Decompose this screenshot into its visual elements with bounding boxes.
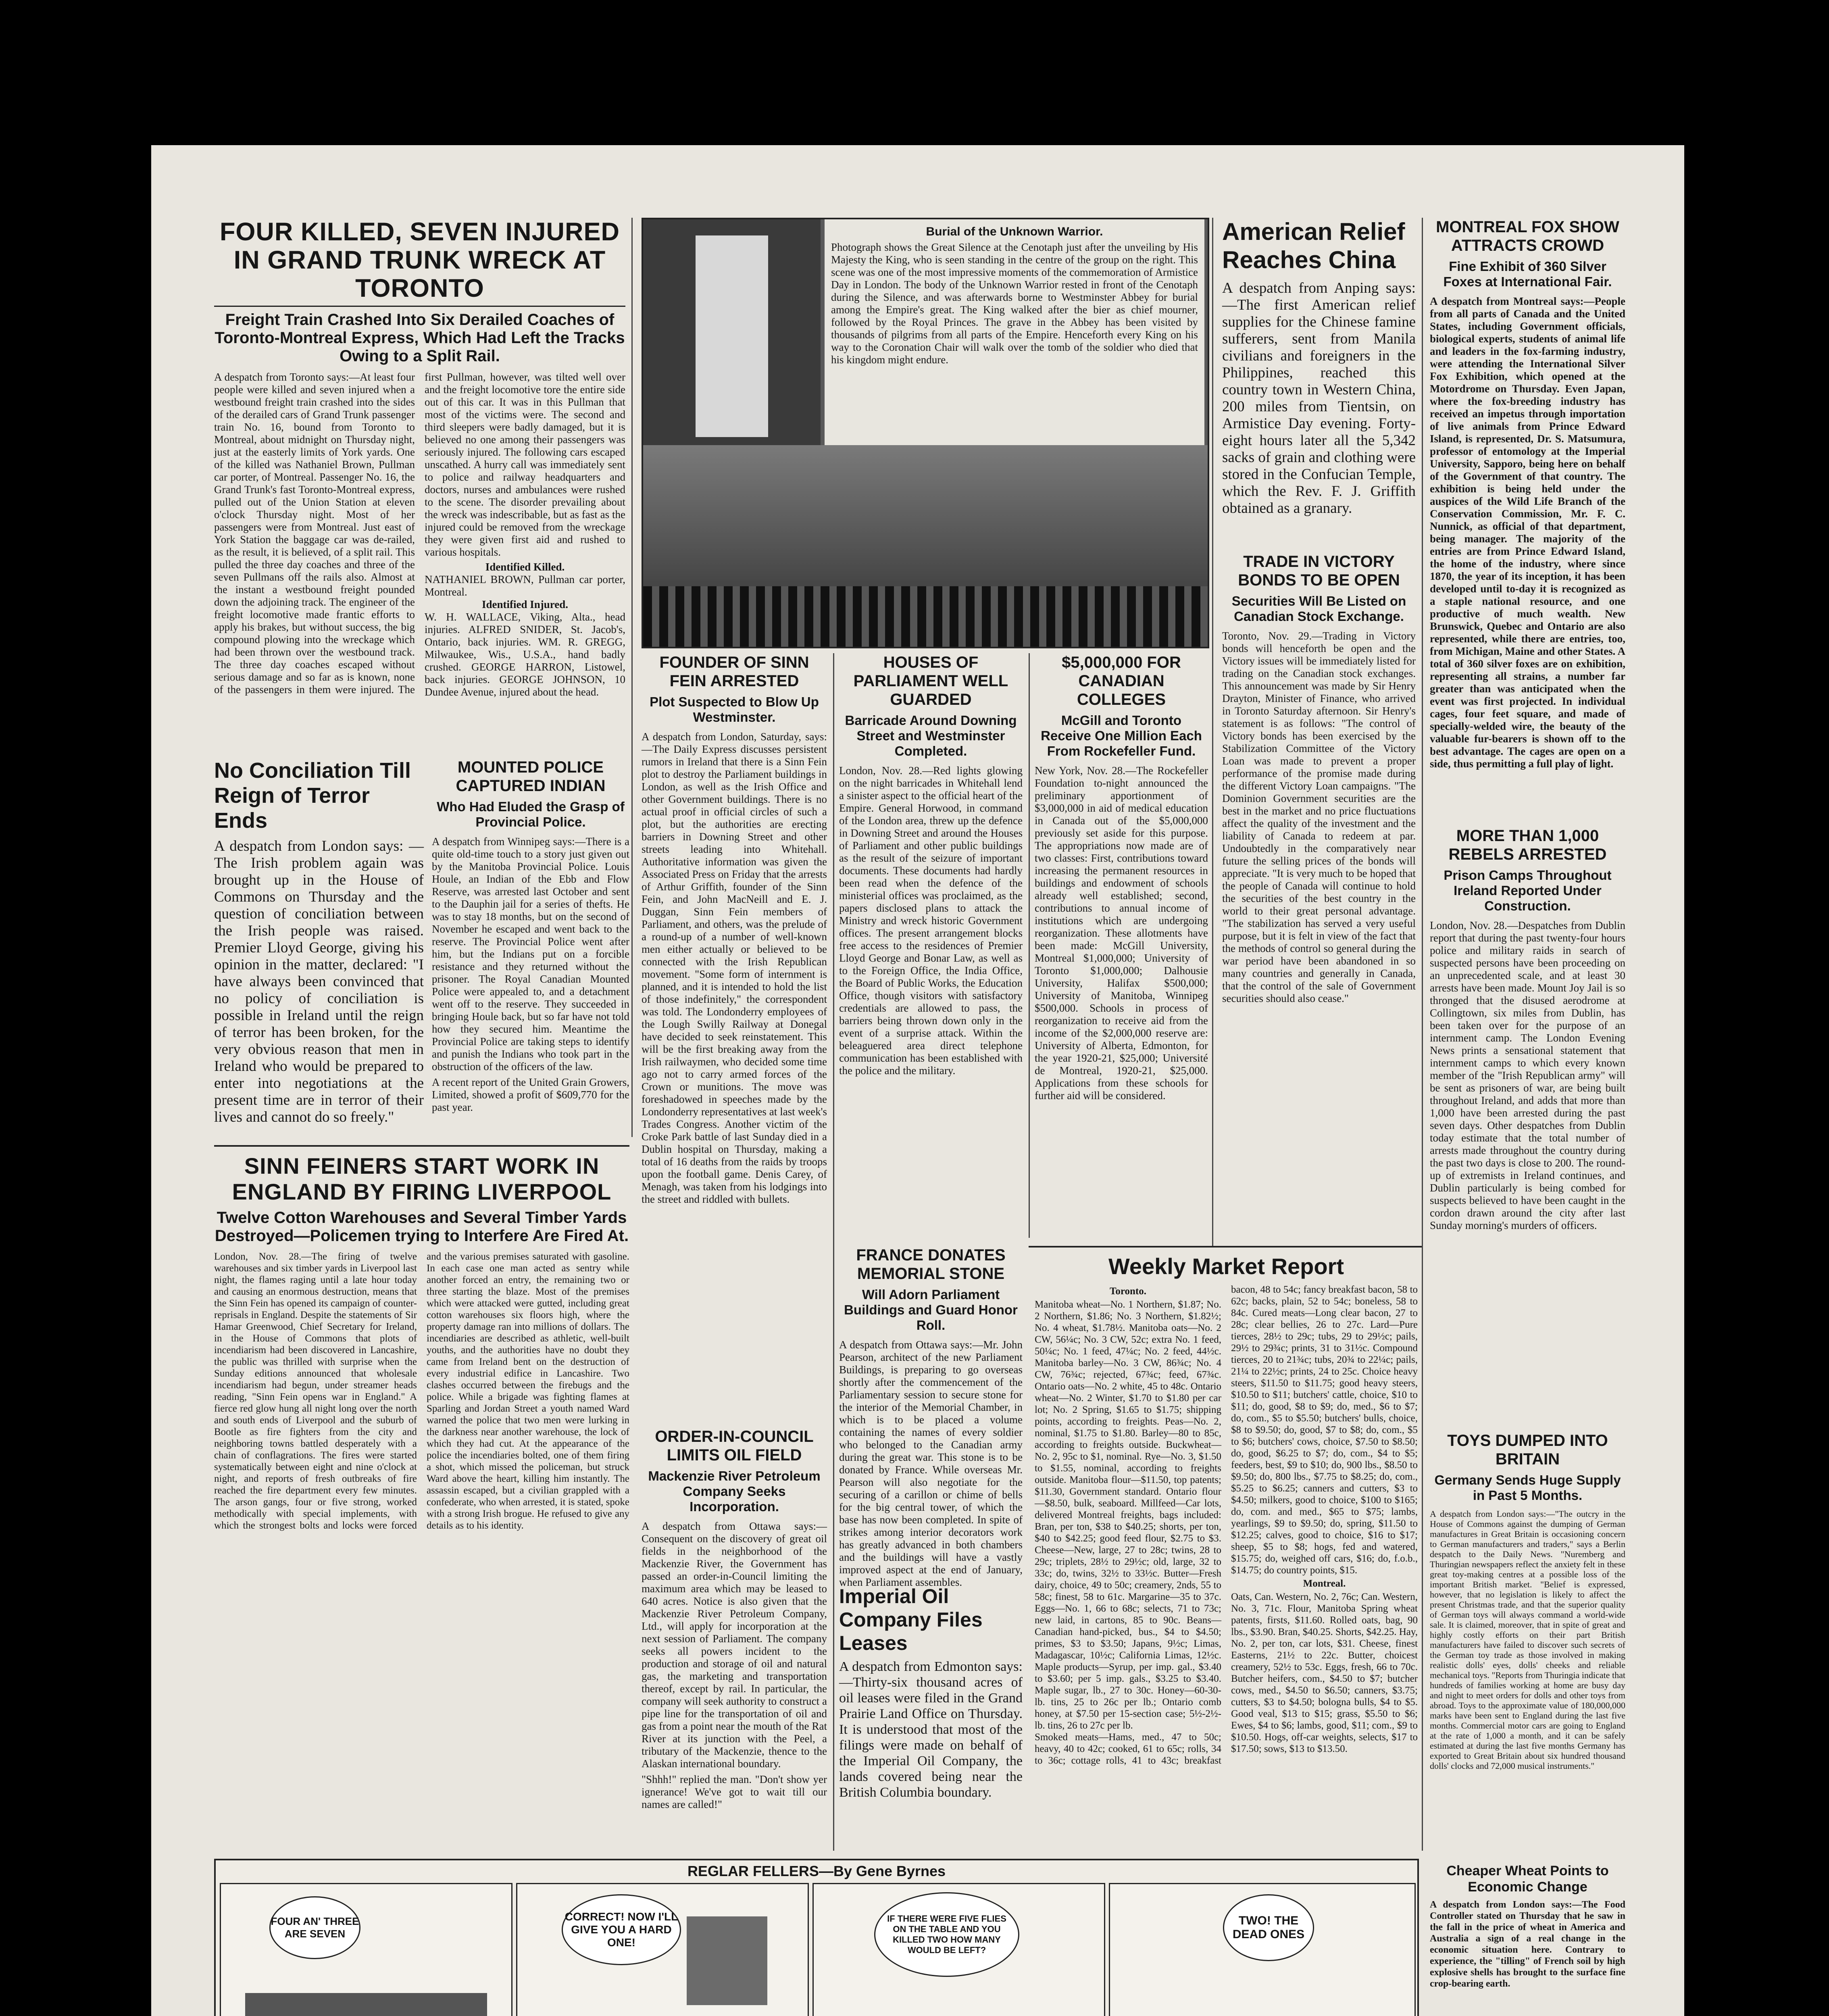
column-rule xyxy=(1422,218,1423,1851)
article-body: A despatch from Anping says:—The first American relief supplies for the Chinese famine sufferers, sent from Manila civilians and foreigners in the Philippines, reached this country town in Western China, 200 miles from Tientsin, on Armistice Day evening. Forty-eight hours later all the 5,342 sacks of grain and clothing were stored in the Confucian Temple, which the Rev. F. J. Griffith obtained as a granary. xyxy=(1222,280,1416,516)
comic-panel-3 xyxy=(812,1883,1105,2016)
article-liverpool xyxy=(214,1153,629,1851)
toronto-prices: Manitoba wheat—No. 1 Northern, $1.87; No. 2 Northern, $1.86; No. 3 Northern, $1.82½; No. 4 wheat, $1.78½. Manitoba oats—No. 2 CW, 56¼c; No. 3 CW, 52c; extra No. 1 feed, 50¼c; No. 1 feed, 47¼c; No. 2 feed, 44½c. Manitoba barley—No. 3 CW, 86¾c; No. 4 CW, 76¾c; rejected, 67¾c; feed, 67¾c. Ontario oats—No. 2 white, 45 to 48c. Ontario wheat—No. 2 Winter, $1.70 to $1.80 per car lot; No. 2 Spring, $1.65 to $1.75; shipping points, according to freights. Peas—No. 2, nominal, $1.75 to $1.80. Barley—80 to 85c, according to freights outside. Buckwheat—No. 2, 95c to $1, nominal. Rye—No. 3, $1.50 to $1.55, nominal, according to freights outside. Manitoba flour—$11.50, top patents; $11.30, Government standard. Ontario flour—$8.50, bulk, seaboard. Millfeed—Car lots, delivered Montreal freights, bags included: Bran, per ton, $38 to $40.25; shorts, per ton, $40 to $42.25; good feed flour, $2.75 to $3. Cheese—New, large, 27 to 28c; twins, 28 to 29c; triplets, 28½ to 29½c; old, large, 32 to 33c; do, twins, 32½ to 33½c. Butter—Fresh dairy, choice, 49 to 50c; creamery, 2nds, 55 to 58c; finest, 58 to 61c. Margarine—35 to 37c. Eggs—No. 1, 66 to 68c; selects, 71 to 73c; new laid, in cartons, 85 to 90c. Beans—Canadian hand-picked, bus., $4 to $4.50; primes, $3 to $3.50; Japans, 9½c; Limas, Madagascar, 10½c; California Limas, 12½c. Maple products—Syrup, per imp. gal., $3.40 to $3.60; per 5 imp. gals., $3.25 to $3.40. Maple sugar, lb., 27 to 30c. Honey—60-30-lb. tins, 25 to 26c per lb.; Ontario comb honey, at $7.50 per 15-section case; 5½-2½-lb. tins, 26 to 27c per lb. xyxy=(1035,1299,1221,1731)
article-houses-guarded xyxy=(839,653,1023,1238)
comic-panel-4 xyxy=(1109,1883,1416,2016)
headline: $5,000,000 FOR CANADIAN COLLEGES xyxy=(1062,654,1181,708)
headline: Weekly Market Report xyxy=(1108,1254,1344,1279)
cenotaph-monument xyxy=(696,235,768,437)
article-fox-show xyxy=(1430,218,1625,818)
article-market-report xyxy=(1035,1254,1418,1851)
newspaper-page xyxy=(151,145,1684,2016)
column-rule xyxy=(1212,218,1213,1246)
article-body: A despatch from Winnipeg says:—There is a quite old-time touch to a story just given out by the Manitoba Provincial Police. Louis Houle, an Indian of the Ebb and Flow Reserve, was arrested last October and sent to the Dauphin jail for a series of thefts. He was to stay 18 months, but on the second of November he escaped and went back to the reserve. The Provincial Police went after him, but the Indians put on a forcible resistance and they returned without the prisoner. The Royal Canadian Mounted Police were appealed to, and a detachment went off to the reserve. They succeeded in bringing Houle back, but so far have not told how they secured him. Meantime the Provincial Police are taking steps to identify and punish the Indians who took part in the obstruction of the officers of the law. xyxy=(432,835,629,1073)
headline: SINN FEINERS START WORK IN ENGLAND BY FIRING LIVERPOOL xyxy=(232,1153,612,1204)
article-china xyxy=(1222,218,1416,540)
article-colleges xyxy=(1035,653,1208,1238)
headline: MONTREAL FOX SHOW ATTRACTS CROWD xyxy=(1436,218,1619,254)
article-conciliation xyxy=(214,758,424,1141)
caption-title: Burial of the Unknown Warrior. xyxy=(926,225,1103,238)
injured-label: Identified Injured. xyxy=(481,598,569,610)
comic-panel-1 xyxy=(220,1883,512,2016)
article-body: A despatch from London says: — The Irish problem again was brought up in the House of Commons on Thursday and the question of conciliation between the Irish people was raised. Premier Lloyd George, giving his opinion in the matter, declared: "I have always been convinced that no policy of conciliation is possible in Ireland until the reign of terror has been broken, for the very obvious reason that men in Ireland who would be prepared to enter into negotiations at the present time are in terror of their lives and cannot do so freely." xyxy=(214,838,424,1125)
crowd-image xyxy=(643,445,1208,647)
subhead: Plot Suspected to Blow Up Westminster. xyxy=(650,694,819,725)
article-rebels xyxy=(1430,827,1625,1419)
speech-bubble: IF THERE WERE FIVE FLIES ON THE TABLE AND YOU KILLED TWO HOW MANY WOULD BE LEFT? xyxy=(874,1892,1019,1977)
photo-caption xyxy=(825,219,1204,445)
subhead: Barricade Around Downing Street and Westminster Completed. xyxy=(845,713,1017,758)
subhead: Freight Train Crashed Into Six Derailed Coaches of Toronto-Montreal Express, Which Had Left the Tracks Owing to a Split Rail. xyxy=(215,311,625,365)
comic-title: REGLAR FELLERS—By Gene Byrnes xyxy=(687,1863,946,1879)
subhead: Twelve Cotton Warehouses and Several Timber Yards Destroyed—Policemen trying to Interfere Are Fired At. xyxy=(215,1209,629,1245)
comic-panel-2 xyxy=(516,1883,809,2016)
cenotaph-image xyxy=(643,219,821,445)
headline: Cheaper Wheat Points to Economic Change xyxy=(1446,1863,1609,1895)
divider xyxy=(214,306,625,307)
warrior-photo xyxy=(642,218,1209,648)
article-body: A despatch from London says:—"The outcry in the House of Commons against the dumping of German manufactures in Great Britain is occasioning concern to German manufacturers and traders," says a Berlin despatch to the Daily News. "Nuremberg and Thuringian newspapers reflect the anxiety felt in these great toy-making centres at a possible loss of the important British market. "Belief is expressed, however, that no legislation is likely to affect the present Christmas trade, and that the superior quality of German toys will always command a world-wide sale. It is claimed, moreover, that in spite of great and highly costly efforts on their part British manufacturers have failed to discover such secrets of the German toy trade as those involved in making realistic dolls' eyes, dolls' cheeks and reliable mechanical toys. "Reports from Thuringia indicate that hundreds of families working at home are busy day and night to meet orders for dolls and other toys from abroad. Toys to the approximate value of 180,000,000 marks have been sent to England during the last five months. Commercial motor cars are going to England at the rate of 1,000 a month, and it can be safely estimated at during the last five months Germany has exported to Great Britain about six hundred thousand dolls' clocks and 72,000 musical instruments." xyxy=(1430,1509,1625,1771)
subhead: McGill and Toronto Receive One Million Each From Rockefeller Fund. xyxy=(1041,713,1202,758)
article-body: A despatch from Ottawa says:—Consequent on the discovery of great oil fields in the neighborhood of the Mackenzie River, the Government has passed an order-in-Council limiting the maximum area which may be leased to 640 acres. Notice is also given that the Mackenzie River Petroleum Company, Ltd., will apply for incorporation at the next session of Parliament. The company seeks all powers incident to the production and storage of oil and natural gas, the marketing and transportation thereof, except by rail. In particular, the company will seek authority to construct a pipe line for the transportation of oil and gas from a point near the mouth of the Rat River at its junction with the Peel, a tributary of the Mackenzie, thence to the Alaskan international boundary. xyxy=(642,1520,827,1770)
subhead: Mackenzie River Petroleum Company Seeks Incorporation. xyxy=(648,1468,821,1514)
headline: TOYS DUMPED INTO BRITAIN xyxy=(1447,1432,1608,1468)
speech-bubble: TWO! THE DEAD ONES xyxy=(1223,1894,1314,1961)
headline: FOUR KILLED, SEVEN INJURED IN GRAND TRUNK WRECK AT TORONTO xyxy=(219,218,620,302)
toronto-meat-prices: Smoked meats—Hams, med., 47 to 50c; heavy, 40 to 42c; cooked, 61 to 65c; rolls, 34 to 36c; cottage rolls, 41 to 43c; breakfast bacon, 48 to 54c; fancy breakfast bacon, 58 to 62c; backs, plain, 52 to 54c; boneless, 58 to 84c. Cured meats—Long clear bacon, 27 to 28c; clear bellies, 26 to 27c. Lard—Pure tierces, 28½ to 29c; tubs, 29 to 29½c; pails, 29½ to 29¾c; prints, 31 to 31½c. Compound tierces, 20 to 21¾c; tubs, 20¾ to 22¼c; pails, 21¼ to 22½c; prints, 24 to 25c. Choice heavy steers, $11.50 to $11.75; good heavy steers, $10.50 to $11; butchers' cattle, choice, $10 to $11; do, good, $8 to $9; do, med., $6 to $7; do, com., $5 to $5.50; butchers' bulls, choice, $8 to $9.50; do, good, $7 to $8; do, com., $5 to $6; butchers' cows, choice, $7.50 to $8.50; do, good, $6.25 to $7; do, com., $4 to $5; feeders, best, $9 to $10; do, 900 lbs., $8.50 to $9.50; do, 800 lbs., $7.75 to $8.25; do, com., $5.25 to $6.25; canners and cutters, $3 to $4.50; milkers, good to choice, $100 to $165; do, com. and med., $65 to $75; lambs, yearlings, $9 to $9.50; do, spring, $11.50 to $12.25; calves, good to choice, $16 to $17; sheep, $5 to $8; hogs, fed and watered, $15.75; do, weighed off cars, $16; do, f.o.b., $14.75; do country points, $15. xyxy=(1035,1284,1418,1766)
article-body: New York, Nov. 28.—The Rockefeller Foundation to-night announced the preliminary apportionment of $3,000,000 in aid of medical education in Canada out of the $5,000,000 previously set aside for this purpose. The appropriations now made are of two classes: First, contributions toward increasing the permanent resources in buildings and endowment of schools already well established; second, contributions to annual income of institutions which are undergoing reorganization. These allotments have been made: McGill University, Montreal $1,000,000; University of Toronto $1,000,000; Dalhousie University, Halifax $500,000; University of Manitoba, Winnipeg $500,000. Schools in process of reorganization to receive aid from the income of the $2,000,000 reserve are: University of Alberta, Edmonton, for the year 1920-21, $25,000; Université de Montreal, 1920-21, $25,000. Applications from these schools for further aid will be considered. xyxy=(1035,764,1208,1102)
column-rule xyxy=(631,218,633,1137)
article-sinn-fein-founder xyxy=(642,653,827,1419)
article-wreck xyxy=(214,218,625,750)
article-body: London, Nov. 28.—Despatches from Dublin report that during the past twenty-four hours police and military raids in search of suspected persons have been proceeding on an unprecedented scale, and at least 30 arrests have been made. Mount Joy Jail is so thronged that the disused aerodrome at Collingtown, six miles from Dublin, has been taken over for the purpose of an internment camp. The London Evening News prints a sensational statement that internment camps to which every known member of the "Irish Republican army" will be sent as prisoners of war, are being built throughout Ireland, and adds that more than 1,000 have been arrested during the past seven days. Other despatches from Dublin today estimate that the total number of arrests made throughout the country during the past two days is close to 200. The round-up of extremists in Ireland continues, and Dublin particularly is being combed for suspects believed to have been caught in the cordon drawn around the city after last Sunday morning's murders of officers. xyxy=(1430,919,1625,1231)
column-rule xyxy=(833,653,834,1851)
section-rule xyxy=(1029,1246,1422,1248)
article-victory-bonds xyxy=(1222,552,1416,1137)
article-body: London, Nov. 28.—Red lights glowing on the night barricades in Whitehall lend a sinister aspect to the official heart of the Empire. General Horwood, in command of the London area, threw up the defence in Downing Street and around the Houses of Parliament and other public buildings as the result of the seizure of important documents. These documents had hardly been read when the defence of the ministerial offices was proclaimed, as the papers disclosed plans to attack the Ministry and wreck historic Government offices. The present arrangement blocks free access to the residences of Premier Lloyd George and Bonar Law, as well as to the Foreign Office, the India Office, the Board of Public Works, the Education Office, though visitors with satisfactory credentials are allowed to pass, the barriers being thrown down only in the event of a surprise attack. Within the beleaguered area direct telephone communication has been established with the police and the military. xyxy=(839,764,1023,1077)
article-wheat xyxy=(1430,1863,1625,2016)
grain-note: A recent report of the United Grain Growers, Limited, showed a profit of $609,770 for the past year. xyxy=(432,1076,629,1113)
headline: ORDER-IN-COUNCIL LIMITS OIL FIELD xyxy=(655,1428,814,1464)
injured-list: W. H. WALLACE, Viking, Alta., head injuries. ALFRED SNIDER, St. Jacob's, Ontario, back injuries. WM. R. GREGG, Milwaukee, Wis., U.S.A., hand badly crushed. GEORGE HARRON, Listowel, back injuries. GEORGE JOHNSON, 10 Dundee Avenue, injured about the head. xyxy=(425,611,625,698)
caption-text: Photograph shows the Great Silence at the Cenotaph just after the unveiling by His Majesty the King, who is seen standing in the centre of the group on the right. This scene was one of the most impressive moments of the commemoration of Armistice Day in London. The body of the Unknown Warrior rested in front of the Cenotaph during the Silence, and was afterwards borne to Westminster Abbey for burial among the Empire's great. The King walked after the bier as chief mourner, followed by the Royal Princes. The grave in the Abbey has been visited by thousands of pilgrims from all parts of the Empire. Henceforth every King on his way to the Coronation Chair will walk over the tomb of the soldier who died that his kingdom might endure. xyxy=(831,241,1198,366)
speech-bubble: FOUR AN' THREE ARE SEVEN xyxy=(269,1896,360,1959)
montreal-prices: Oats, Can. Western, No. 2, 76c; Can. Western, No. 3, 71c. Flour, Manitoba Spring wheat patents, firsts, $11.60. Rolled oats, bag, 90 lbs., $3.90. Bran, $40.25. Shorts, $42.25. Hay, No. 2, per ton, car lots, $31. Cheese, finest Easterns, 21½ to 22c. Butter, choicest creamery, 52½ to 53c. Eggs, fresh, 66 to 70c. Butcher heifers, com., $4.50 to $7; butcher cows, med., $4.50 to $6.50; canners, $3.75; cutters, $3 to $4.50; bologna bulls, $4 to $5. Good veal, $13 to $15; grass, $5.50 to $6; Ewes, $4 to $6; lambs, good, $11; com., $9 to $10.50. Hogs, off-car weights, selects, $17 to $17.50; sows, $13 to $13.50. xyxy=(1231,1591,1418,1754)
newspaper-sheet xyxy=(214,218,1625,2016)
headline: MOUNTED POLICE CAPTURED INDIAN xyxy=(456,758,606,795)
article-body: A despatch from Montreal says:—People from all parts of Canada and the United States, including Government officials, biological experts, students of animal life and leaders in the fox-farming industry, were attending the International Silver Fox Exhibition, which opened at the Motordrome on Thursday. Even Japan, where the fox-breeding industry has received an impetus through importation of live animals from Prince Edward Island, is represented, Dr. S. Matsumura, professor of entomology at the Imperial University, Sapporo, being here on behalf of the Government of that country. The exhibition is being held under the auspices of the Wild Life Branch of the Conservation Commission, Mr. F. C. Nunnick, as official of that department, being manager. The majority of the entries are from Prince Edward Island, the home of the industry, where since 1870, the year of its inception, it has been developed until to-day it is recognized as a staple national resource, and one productive of much wealth. New Brunswick, Quebec and Ontario are also represented, while there are entries, too, from Michigan, Maine and other States. A total of 360 silver foxes are on exhibition, representing all strains, a number far greater than was anticipated when the event was first projected. In individual cages, four feet square, and made of specially-welded wire, the beauty of the valuable fur-bearers is shown off to the best advantage. The cages are open on a side, thus permitting a full play of light. xyxy=(1430,295,1625,770)
crowd-figures xyxy=(643,586,1208,647)
killed-label: Identified Killed. xyxy=(485,561,565,573)
article-memorial-stone xyxy=(839,1246,1023,1588)
headline: Imperial Oil Company Files Leases xyxy=(839,1585,983,1654)
subhead: Who Had Eluded the Grasp of Provincial Police. xyxy=(437,799,625,829)
subhead: Will Adorn Parliament Buildings and Guard Honor Roll. xyxy=(844,1287,1018,1333)
headline: TRADE IN VICTORY BONDS TO BE OPEN xyxy=(1238,553,1400,589)
montreal-label: Montreal. xyxy=(1303,1578,1346,1589)
headline: FRANCE DONATES MEMORIAL STONE xyxy=(856,1246,1006,1283)
killed-list: NATHANIEL BROWN, Pullman car porter, Montreal. xyxy=(425,573,625,598)
quote: "Shhh!" replied the man. "Don't show yer ignerance! We've got to wait till our names are called!" xyxy=(642,1773,827,1810)
headline: American Relief Reaches China xyxy=(1222,218,1405,273)
article-body: A despatch from London, Saturday, says:—The Daily Express discusses persistent rumors in Ireland that there is a Sinn Fein plot to destroy the Parliament buildings in London, as well as the Irish Office and other Government buildings. There is no actual proof in official circles of such a plot, but the authorities are erecting barriers in Downing Street and other streets leading into Whitehall. Authoritative information was given the Associated Press on Friday that the arrests of Arthur Griffith, founder of the Sinn Fein, and John MacNeill and E. J. Duggan, Sinn Fein members of Parliament, and others, was the prelude of a round-up of a number of well-known men either actually or believed to be connected with the Irish Republican movement. "Some form of internment is planned, and it is intended to hold the list of those indefinitely," the correspondent was told. The Londonderry employees of the Lough Swilly Railway at Donegal have decided to seek reinstatement. This will be the first breaking away from the Irish railwaymen, who decided some time ago not to carry armed forces of the Crown or munitions. The move was foreshadowed in speeches made by the Londonderry representatives at last week's Trades Congress. Another victim of the Croke Park battle of last Sunday died in a Dublin hospital on Thursday, making a total of 16 deaths from the raids by troops upon the football game. Denis Carey, of Menagh, was taken from his lodgings into the street and riddled with bullets. xyxy=(642,731,827,1205)
article-body: A despatch from Toronto says:—At least four people were killed and seven injured when a westbound freight train crashed into the sides of the derailed cars of Grand Trunk passenger train No. 16, bound from Toronto to Montreal, about midnight on Thursday night, just at the easterly limits of York yards. One of the killed was Nathaniel Brown, Pullman car porter, of Montreal. Passenger No. 16, the Grand Trunk's fast Toronto-Montreal express, pulled out of the Union Station at eleven o'clock Thursday night. Most of her passengers were from Montreal. Just east of York Station the baggage car was de-railed, as the result, it is believed, of a split rail. This pulled the three day coaches and three of the seven Pullmans off the rails also. Almost at the instant a westbound freight pounded down the adjoining track. The engineer of the freight locomotive made frantic efforts to apply his brakes, but without success, the big compound plowing into the wreckage which had been thrown over the westbound track. The three day coaches escaped without serious damage and so far as is known, none of the passengers in them were injured. The first Pullman, however, was tilted well over and the freight locomotive tore the entire side out of this car. It was in this Pullman that most of the victims were. The second and third sleepers were badly damaged, but it is believed no one among their passengers was seriously injured. The following cars escaped unscathed. A hurry call was immediately sent to police and railway headquarters and doctors, nurses and ambulances were rushed to the scene. The disorder prevailing about the wreck was indescribable, but as fast as the injured could be removed from the wreckage they were given first aid and rushed to various hospitals. xyxy=(214,371,625,696)
speech-bubble: CORRECT! NOW I'LL GIVE YOU A HARD ONE! xyxy=(562,1894,681,1965)
column-rule xyxy=(1029,653,1030,1238)
comic-strip xyxy=(214,1859,1419,2016)
subhead: Securities Will Be Listed on Canadian Stock Exchange. xyxy=(1231,594,1406,624)
article-oil-field xyxy=(642,1427,827,1851)
article-toys xyxy=(1430,1431,1625,1859)
article-mounted-police xyxy=(432,758,629,1141)
window xyxy=(687,1916,767,2005)
article-imperial-oil xyxy=(839,1585,1023,1851)
article-body: London, Nov. 28.—The firing of twelve warehouses and six timber yards in Liverpool last night, the flames raging until a late hour today and causing an enormous destruction, means that the Sinn Fein has opened its campaign of counter-reprisals in England. Despite the statements of Sir Hamar Greenwood, Chief Secretary for Ireland, in the House of Commons that plots of incendiarism had been discovered in Lancashire, the public was thrilled with surprise when the Sunday editions announced that wholesale incendiarism had begun, under streamer heads reading, "Sinn Fein opens war in England." A fierce red glow hung all night long over the north and south ends of Liverpool and the suburb of Bootle as fire fighters from the city and neighboring towns battled desperately with a chain of conflagrations. The fires were started systematically between eight and nine o'clock at night, and reports of fresh outbreaks of fire reached the fire department every few minutes. The arson gangs, four or five strong, worked methodically with special implements, with which the strongest bolts and locks were forced and the various premises saturated with gasoline. In each case one man acted as sentry while another forced an entry, the remaining two or three starting the blaze. Most of the premises which were attacked were gutted, including great cotton warehouses six floors high, where the property damage ran into millions of dollars. The incendiaries are described as athletic, well-built youths, and the authorities have no doubt they came from Ireland bent on the destruction of every industrial edifice in Lancashire. Two clashes occurred between the firebugs and the police. While a brigade was fighting flames at Sparling and Jordan Street a youth named Ward warned the police that two men were lurking in the darkness near another warehouse, the lock of which they had cut. At the appearance of the police the incendiaries bolted, one of them firing a shot, which missed the policeman, but struck Ward above the heart, killing him instantly. The assassin escaped, but a civilian grappled with a confederate, who when arrested, it is stated, spoke with a strong Irish brogue. He refused to give any details as to his identity. xyxy=(214,1251,629,1531)
article-body: A despatch from Ottawa says:—Mr. John Pearson, architect of the new Parliament Buildings, is preparing to go overseas shortly after the commencement of the Parliamentary session to secure stone for the interior of the Memorial Chamber, in which is to be placed a volume containing the names of every soldier who belonged to the Canadian army during the great war. This stone is to be donated by France. While overseas Mr. Pearson will also negotiate for the securing of a carillon or chime of bells for the big central tower, of which the base has now been completed. In spite of strikes among interior decorators work has greatly advanced in both chambers and the buildings will have a vastly improved aspect at the end of January, when Parliament assembles. xyxy=(839,1339,1023,1588)
article-body: A despatch from Edmonton says:—Thirty-six thousand acres of oil leases were filed in the Grand Prairie Land Office on Thursday. It is understood that most of the filings were made on behalf of the Imperial Oil Company, the lands covered being near the British Columbia boundary. xyxy=(839,1659,1023,1800)
toronto-label: Toronto. xyxy=(1109,1286,1146,1297)
headline: HOUSES OF PARLIAMENT WELL GUARDED xyxy=(853,654,1008,708)
section-rule xyxy=(214,1145,629,1147)
article-body: Toronto, Nov. 29.—Trading in Victory bonds will henceforth be open and the Victory issues will be immediately listed for trading on the Canadian stock exchanges. This announcement was made by Sir Henry Drayton, Minister of Finance, who arrived in Toronto Saturday afternoon. Sir Henry's statement is as follows: "The control of Victory bonds has been exercised by the Stabilization Committee of the Victory Loan was made to prevent a proper performance of the promise made during the different Victory Loan campaigns. "The Dominion Government securities are the best in the market and no price fluctuations affect the quality of the investment and the liability of Canada to redeem at par. Undoubtedly in the comparatively near future the selling prices of the bonds will appreciate. "It is very much to be hoped that the people of Canada will continue to hold the securities of the best country in the world to their great personal advantage. "The stabilization has served a very useful purpose, but it is felt in view of the fact that the methods of control so general during the war period have been abandoned in so many countries and generally in Canada, that the control of the sale of Government securities should also cease." xyxy=(1222,630,1416,1004)
desk xyxy=(245,1993,487,2016)
subhead: Fine Exhibit of 360 Silver Foxes at International Fair. xyxy=(1443,259,1612,289)
subhead: Germany Sends Huge Supply in Past 5 Months. xyxy=(1434,1472,1621,1503)
article-body: A despatch from London says:—The Food Controller stated on Thursday that he saw in the fall in the price of wheat in America and Australia a sign of a real change in the economic situation here. Contrary to experience, the "tilling" of French soil by high explosive shells has brought to the surface fine crop-bearing earth. xyxy=(1430,1899,1625,1989)
headline: No Conciliation Till Reign of Terror Ends xyxy=(214,758,411,833)
headline: MORE THAN 1,000 REBELS ARRESTED xyxy=(1448,827,1607,863)
subhead: Prison Camps Throughout Ireland Reported Under Construction. xyxy=(1444,868,1612,913)
headline: FOUNDER OF SINN FEIN ARRESTED xyxy=(659,654,809,690)
